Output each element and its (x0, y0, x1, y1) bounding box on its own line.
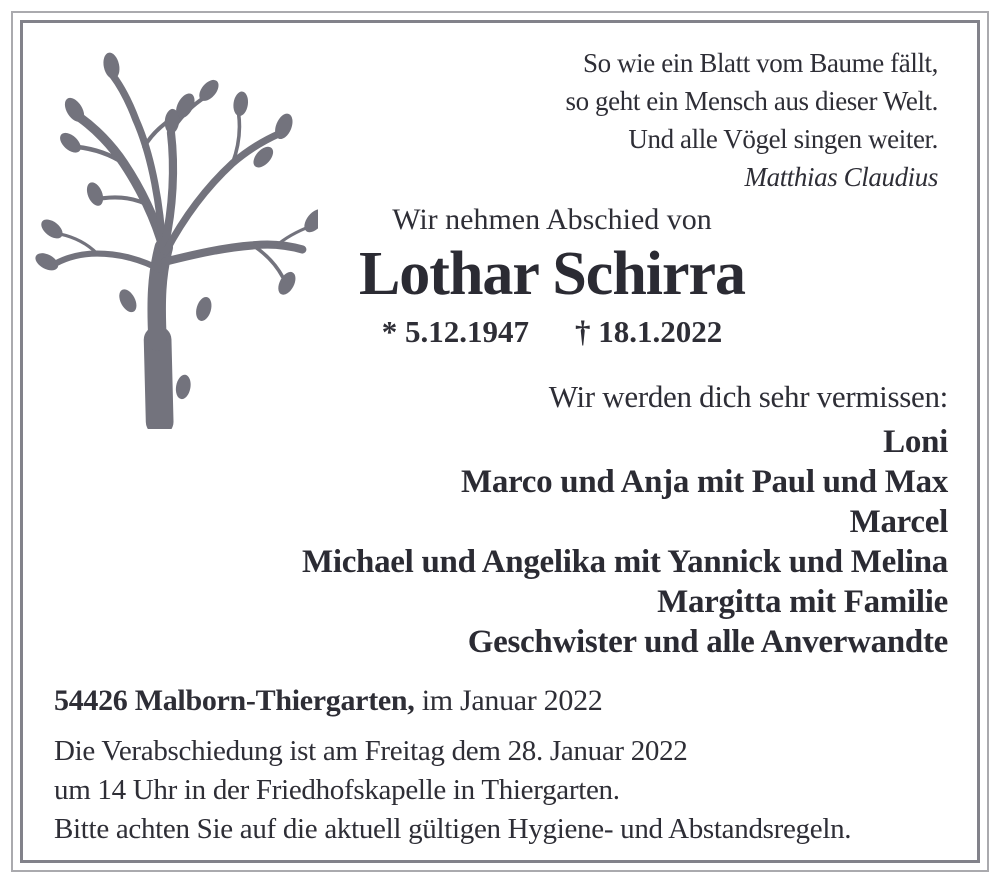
mourner-line: Loni (883, 424, 948, 460)
poem-line: Und alle Vögel singen weiter. (628, 124, 938, 154)
deceased-block (127, 202, 977, 350)
mourner-line: Marcel (849, 504, 948, 540)
place-date-line (54, 682, 602, 720)
poem-block (566, 44, 939, 196)
birth-date: * 5.12.1947 (381, 314, 529, 349)
detail-line: Bitte achten Sie auf die aktuell gültigen Hygiene- und Abstandsregeln. (54, 813, 852, 845)
death-date: † 18.1.2022 (575, 314, 723, 349)
mourner-line: Geschwister und alle Anverwandte (467, 624, 948, 660)
detail-line: um 14 Uhr in der Friedhofskapelle in Thiergarten. (54, 774, 620, 806)
ceremony-details (54, 732, 851, 849)
mourner-line: Michael und Angelika mit Yannick und Melina (301, 544, 948, 580)
life-dates (127, 314, 977, 350)
mourners-block (302, 378, 948, 662)
mourner-line: Margitta mit Familie (657, 584, 948, 620)
notice-date: im Januar 2022 (421, 684, 603, 717)
detail-line: Die Verabschiedung ist am Freitag dem 28. Januar 2022 (54, 735, 688, 767)
place: 54426 Malborn-Thiergarten, (54, 684, 415, 717)
poem-attribution: Matthias Claudius (744, 162, 938, 192)
poem-line: So wie ein Blatt vom Baume fällt, (583, 48, 938, 78)
poem-line: so geht ein Mensch aus dieser Welt. (565, 86, 938, 116)
deceased-name: Lothar Schirra (358, 240, 746, 308)
mourner-line: Marco und Anja mit Paul und Max (461, 464, 948, 500)
miss-line: Wir werden dich sehr vermissen: (548, 379, 948, 414)
farewell-line: Wir nehmen Abschied von (392, 203, 712, 236)
